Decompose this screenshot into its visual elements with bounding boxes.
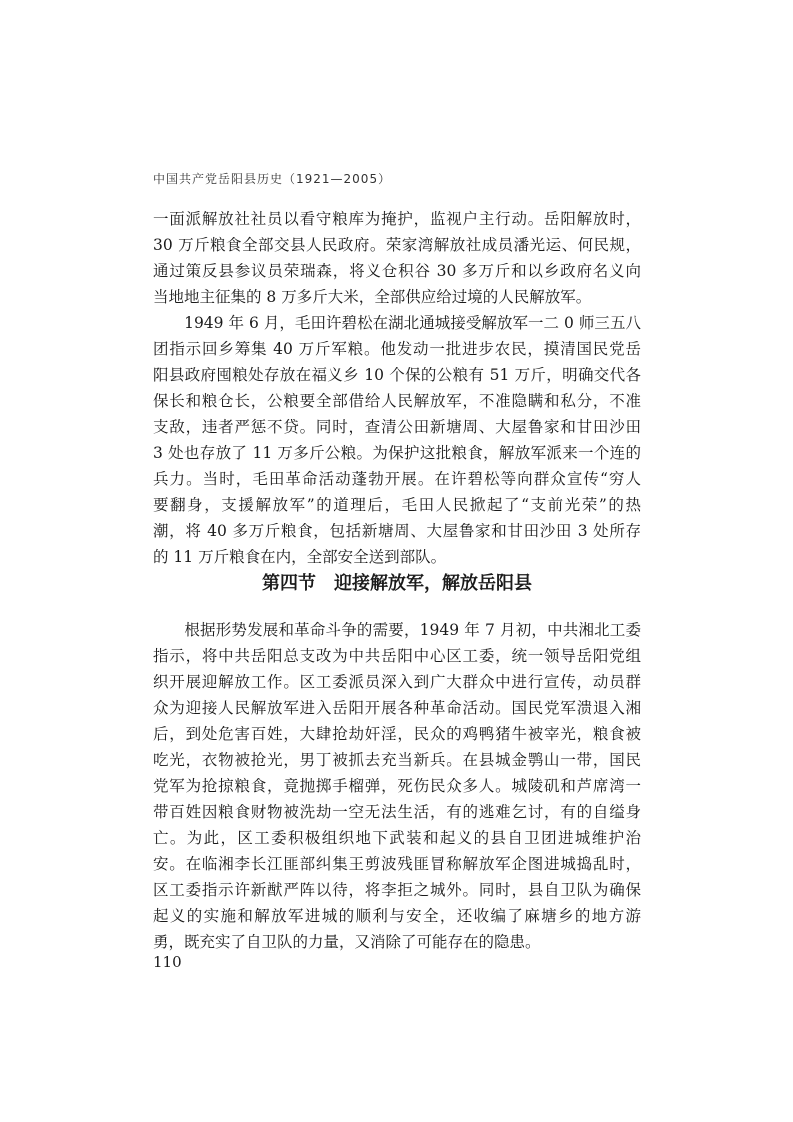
text-line: 带百姓因粮食财物被洗劫一空无法生活，有的逃难乞讨，有的自缢身 (153, 803, 641, 821)
text-line: 阳县政府囤粮处存放在福义乡 10 个保的公粮有 51 万斤，明确交代各 (153, 366, 641, 384)
text-line: 亡。为此，区工委积极组织地下武装和起义的县自卫团进城维护治 (153, 829, 641, 847)
text-line: 党军为抢掠粮食，竟抛掷手榴弹，死伤民众多人。城陵矶和芦席湾一 (153, 777, 641, 795)
text-line: 根据形势发展和革命斗争的需要，1949 年 7 月初，中共湘北工委 (153, 621, 641, 639)
text-line: 后，到处危害百姓，大肆抢劫奸淫，民众的鸡鸭猪牛被宰光，粮食被 (153, 725, 641, 743)
text-line: 兵力。当时，毛田革命活动蓬勃开展。在许碧松等向群众宣传“穷人 (153, 470, 641, 488)
text-line: 织开展迎解放工作。区工委派员深入到广大群众中进行宣传，动员群 (153, 673, 641, 691)
page-number: 110 (153, 953, 182, 971)
section-heading: 第四节 迎接解放军，解放岳阳县 (262, 573, 532, 594)
text-line: 众为迎接人民解放军进入岳阳开展各种革命活动。国民党军溃退入湘 (153, 699, 641, 717)
text-line: 勇，既充实了自卫队的力量，又消除了可能存在的隐患。 (153, 933, 541, 951)
text-line: 指示，将中共岳阳总支改为中共岳阳中心区工委，统一领导岳阳党组 (153, 647, 641, 665)
text-line: 当地地主征集的 8 万多斤大米，全部供应给过境的人民解放军。 (153, 288, 592, 306)
running-header: 中国共产党岳阳县历史（1921—2005） (153, 172, 392, 186)
text-line: 潮，将 40 多万斤粮食，包括新塘周、大屋鲁家和甘田沙田 3 处所存 (153, 522, 641, 540)
text-line: 通过策反县参议员荣瑞森，将义仓积谷 30 多万斤和以乡政府名义向 (153, 262, 641, 280)
text-line: 起义的实施和解放军进城的顺利与安全，还收编了麻塘乡的地方游 (153, 907, 641, 925)
text-line: 1949 年 6 月，毛田许碧松在湖北通城接受解放军一二 0 师三五八 (153, 314, 641, 332)
text-line: 3 处也存放了 11 万多斤公粮。为保护这批粮食，解放军派来一个连的 (153, 444, 641, 462)
text-line: 区工委指示许新猷严阵以待，将李拒之城外。同时，县自卫队为确保 (153, 881, 641, 899)
text-line: 一面派解放社社员以看守粮库为掩护，监视户主行动。岳阳解放时， (153, 210, 641, 228)
text-line: 安。在临湘李长江匪部纠集王剪波残匪冒称解放军企图进城捣乱时， (153, 855, 641, 873)
text-line: 团指示回乡筹集 40 万斤军粮。他发动一批进步农民，摸清国民党岳 (153, 340, 641, 358)
text-line: 要翻身，支援解放军”的道理后，毛田人民掀起了“支前光荣”的热 (153, 496, 641, 514)
text-line: 保长和粮仓长，公粮要全部借给人民解放军，不准隐瞒和私分，不准 (153, 392, 641, 410)
text-line: 支敌，违者严惩不贷。同时，查清公田新塘周、大屋鲁家和甘田沙田 (153, 418, 641, 436)
text-line: 30 万斤粮食全部交县人民政府。荣家湾解放社成员潘光运、何民规， (153, 236, 641, 254)
text-line: 的 11 万斤粮食在内，全部安全送到部队。 (153, 548, 447, 566)
text-line: 吃光，衣物被抢光，男丁被抓去充当新兵。在县城金鹗山一带，国民 (153, 751, 641, 769)
